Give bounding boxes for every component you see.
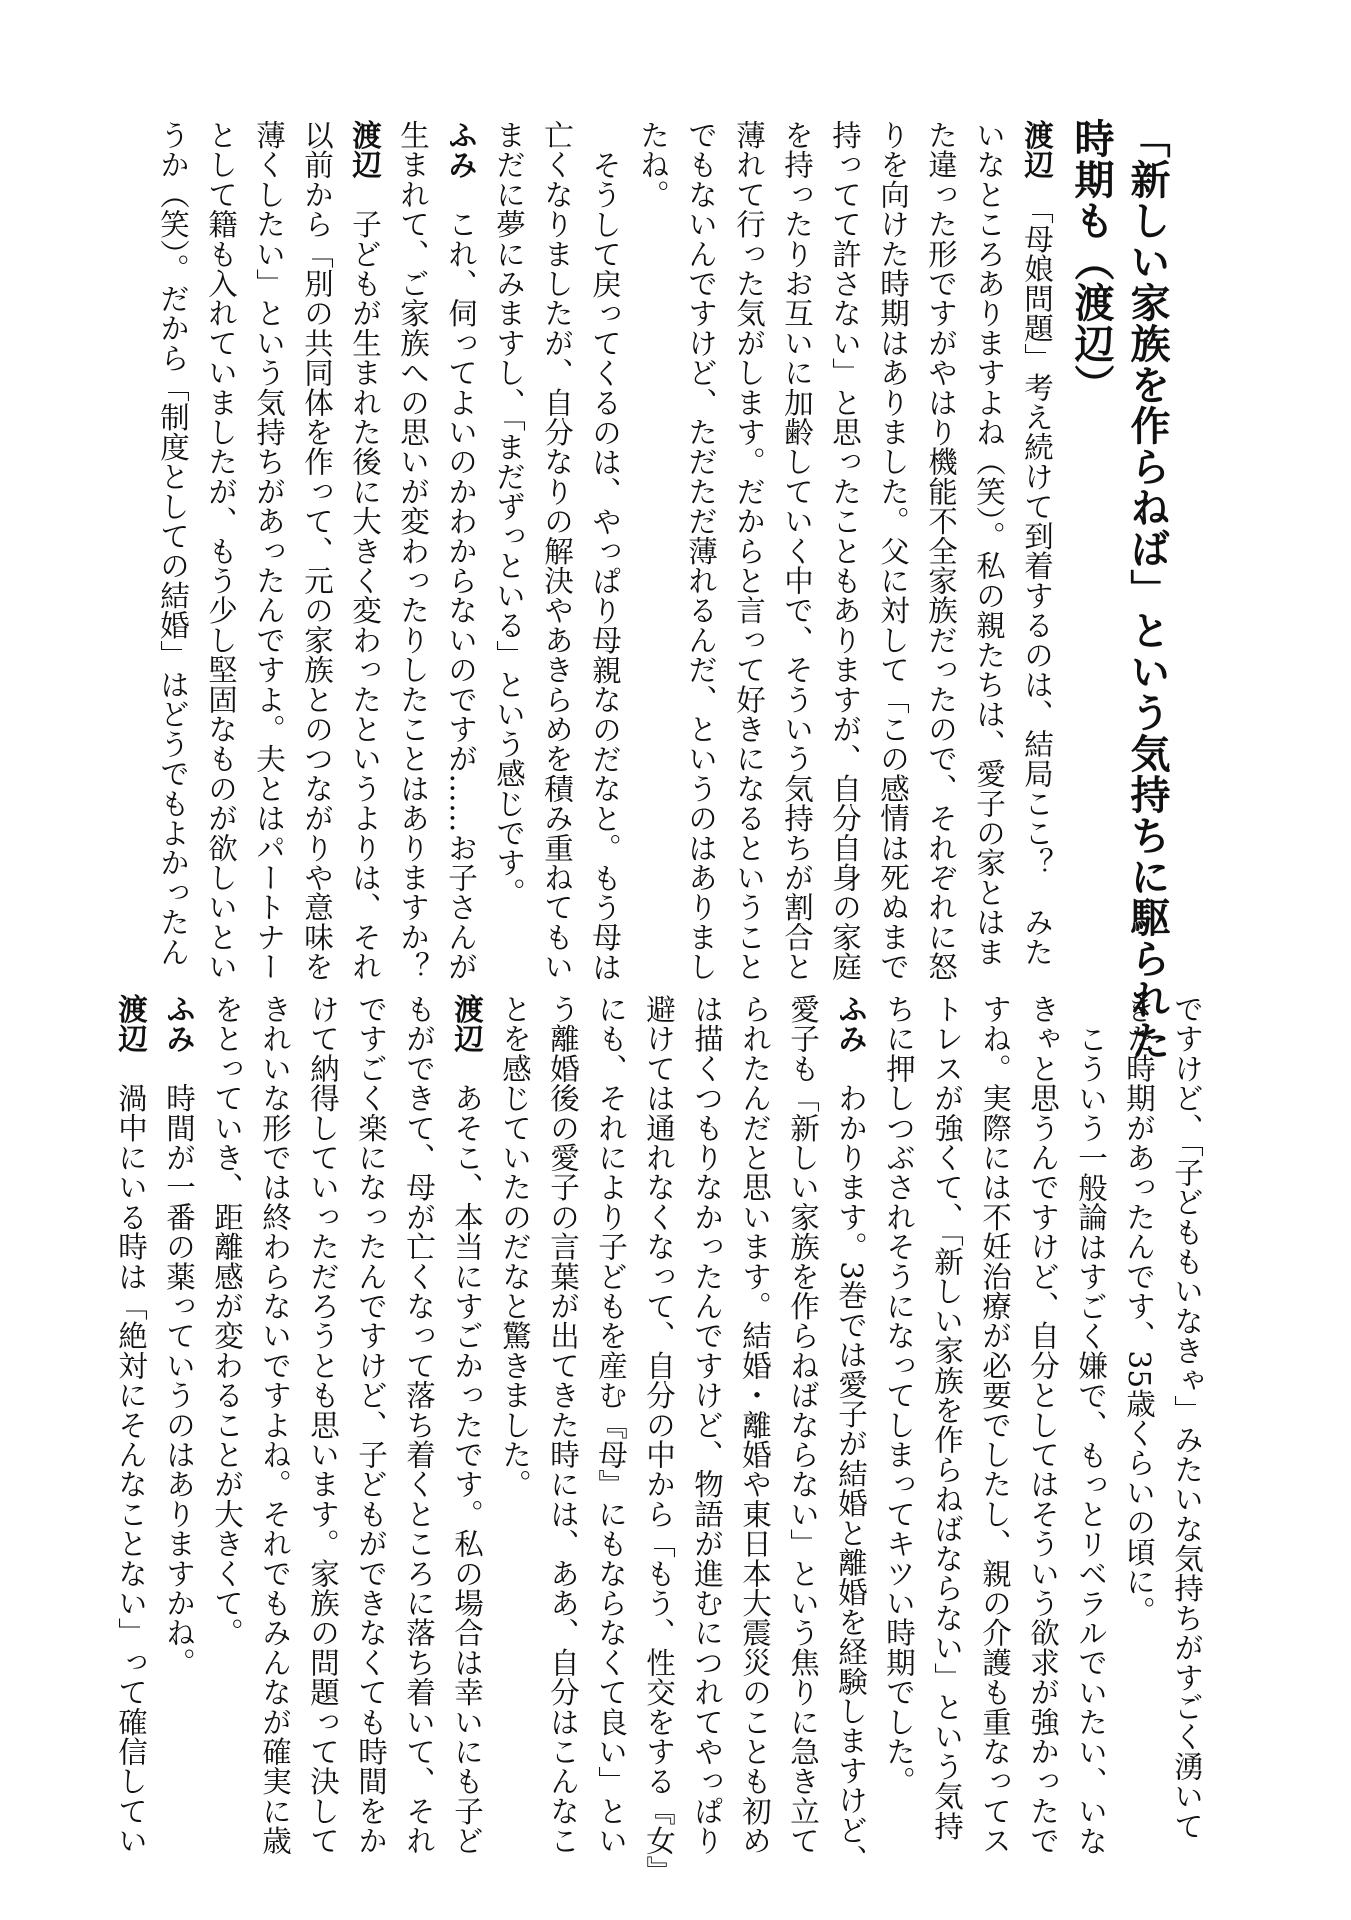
text-line [923,994,971,1841]
line-text: 薄くしたい」という気持ちがあったんですよ。夫とはパートナー [252,120,286,982]
headline-line-1: 「新しい家族を作らねば」という気持ちに駆られた [1124,118,1170,1061]
speaker-label: 渡辺 [114,994,148,1084]
lower-text-block [114,994,1211,1885]
line-text: これ、伺ってよいのかわからないのですが……お子さんが [444,209,478,982]
text-line [389,120,437,982]
line-text: う離婚後の愛子の言葉が出てきた時には、ああ、自分はこんなこ [546,994,580,1856]
text-line [347,994,395,1856]
line-text: 亡くなりましたが、自分なりの解決やあきらめを積み重ねてもい [540,120,574,982]
line-text: 「母娘問題」考え続けて到着するのは、結局ここ？ みた [1020,209,1054,967]
text-line [107,994,155,1856]
line-text: られたんだと思います。結婚・離婚や東日本大震災のことも初め [738,994,772,1856]
line-text: として籍も入れていましたが、もう少し堅固なものが欲しいとい [204,120,238,982]
text-line [635,994,683,1885]
line-text: 時間が一番の薬っていうのはありますかね。 [162,1083,196,1678]
line-text: をとっていき、距離感が変わることが大きくて。 [210,994,244,1648]
text-line [779,994,827,1856]
line-text: うか（笑）。だから「制度としての結婚」はどうでもよかったん [156,120,190,967]
line-text: た違った形ですがやはり機能不全家族だったので、それぞれに怒 [924,120,958,982]
line-text: を持ったりお互いに加齢していく中で、そういう気持ちが割合と [780,120,814,982]
line-text: ですごく楽になったんですけど、子どもができなくても時間をか [354,994,388,1856]
line-text: は描くつもりなかったんですけど、物語が進むにつれてやっぱり [690,994,724,1856]
text-line [581,120,629,982]
text-line [821,120,869,982]
text-line [827,994,875,1875]
text-line [485,120,533,950]
line-text: とを感じていたのだなと驚きました。 [498,994,532,1499]
text-line [533,120,581,982]
speaker-label: ふみ [834,994,868,1084]
speaker-label: 渡辺 [348,120,382,210]
text-line [731,994,779,1856]
line-text: ですけど、「子どももいなきゃ」みたいな気持ちがすごく湧いて [1170,994,1204,1841]
text-line [587,994,635,1856]
text-line [971,994,1019,1856]
line-text: 子どもが生まれた後に大きく変わったというよりは、それ [348,209,382,982]
line-text: たね。 [636,120,670,210]
line-text: いなところありますよね（笑）。私の親たちは、愛子の家とはま [972,120,1006,967]
text-line [629,120,677,950]
line-text: 持ってて許さない」と思ったこともありますが、自分自身の家庭 [828,120,862,982]
text-line [1067,994,1115,1856]
line-text: すね。実際には不妊治療が必要でしたし、親の介護も重なってス [978,994,1012,1856]
text-line [539,994,587,1856]
line-text: 生まれて、ご家族への思いが変わったりしたことはありますか？ [396,120,430,982]
line-text: にも、それにより子どもを産む『母』にもならなくて良い」とい [594,994,628,1856]
headline-line-2: 時期も（渡辺） [1068,118,1114,405]
speaker-label: 渡辺 [1020,120,1054,210]
text-line [683,994,731,1856]
speaker-label: ふみ [162,994,196,1084]
text-line [917,120,965,982]
line-text: 以前から「別の共同体を作って、元の家族とのつながりや意味を [300,120,334,982]
line-text: まだに夢にみますし、「まだずっといる」という感じです。 [492,120,526,908]
line-text: 愛子も「新しい家族を作らねばならない」という焦りに急き立て [786,994,820,1856]
line-text: けて納得していっただろうとも思います。家族の問題って決して [306,994,340,1856]
line-text: きた時期があったんです、35歳くらいの頃に。 [1122,994,1156,1626]
speaker-label: ふみ [444,120,478,210]
line-text: こういう一般論はすごく嫌で、もっとリベラルでいたい、いな [1074,1023,1108,1856]
line-text: りを向けた時期はありました。父に対して「この感情は死ぬまで [876,120,910,982]
upper-text-block [141,120,1061,982]
text-line [293,120,341,982]
text-line [875,994,923,1834]
line-text: 渦中にいる時は「絶対にそんなことない」って確信してい [114,1083,148,1856]
text-line [395,994,443,1856]
text-line [773,120,821,982]
section-headline [1063,118,1175,1061]
text-line [251,994,299,1856]
text-line [341,120,389,982]
text-line [203,994,251,1834]
line-text: わかります。3巻では愛子が結婚と離婚を経験しますけど、 [834,1083,868,1875]
text-line [1163,994,1211,1841]
line-text: もができて、母が亡くなって落ち着くところに落ち着いて、それ [402,994,436,1856]
line-text: トレスが強くて、「新しい家族を作らねばならない」という気持 [930,994,964,1841]
text-line [869,120,917,982]
text-line [491,994,539,1834]
text-line [197,120,245,982]
line-text: 避けては通れなくなって、自分の中から「もう、性交をする『女』 [642,994,676,1885]
line-text: ちに押しつぶされそうになってしまってキツい時期でした。 [882,994,916,1796]
text-line [965,120,1013,967]
text-line [1019,994,1067,1856]
text-line [1115,994,1163,1834]
text-line [299,994,347,1856]
line-text: そうして戻ってくるのは、やっぱり母親なのだなと。もう母は [588,149,622,982]
text-line [149,120,197,967]
line-text: でもないんですけど、ただただ薄れるんだ、というのはありまし [684,120,718,982]
line-text: きゃと思うんですけど、自分としてはそういう欲求が強かったで [1026,994,1060,1856]
line-text: きれいな形では終わらないですよね。それでもみんなが確実に歳 [258,994,292,1856]
text-line [437,120,485,982]
text-line [443,994,491,1856]
text-line [155,994,203,1834]
line-text: 薄れて行った気がします。だからと言って好きになるということ [732,120,766,982]
text-line [725,120,773,982]
speaker-label: 渡辺 [450,994,484,1084]
text-line [245,120,293,982]
text-line [677,120,725,982]
text-line [1013,120,1061,967]
line-text: あそこ、本当にすごかったです。私の場合は幸いにも子ど [450,1083,484,1856]
